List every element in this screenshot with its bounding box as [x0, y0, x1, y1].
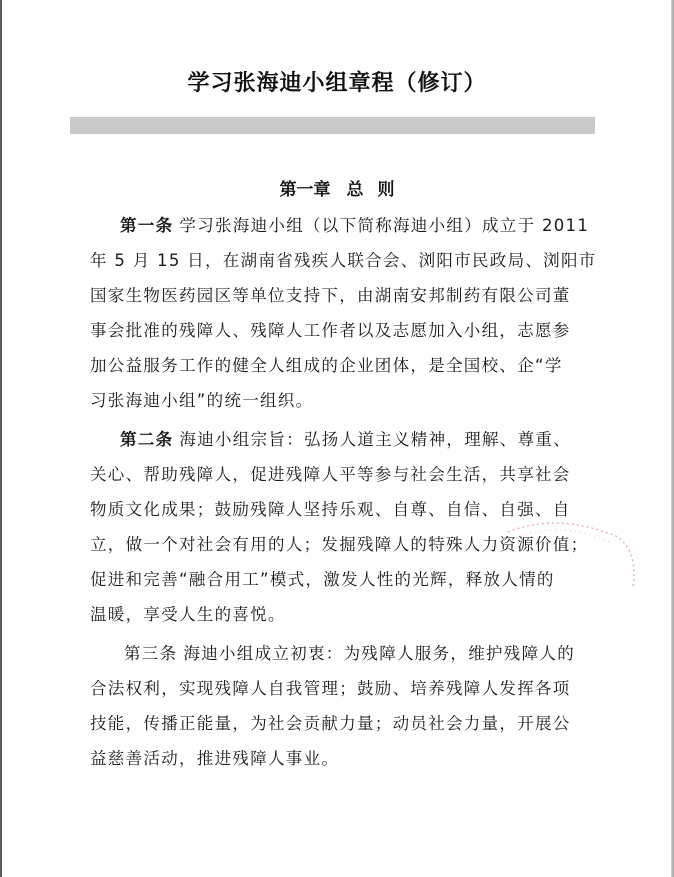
article-3-line-4: 益慈善活动，推进残障人事业。	[90, 749, 340, 768]
article-1-line-4: 事会批准的残障人、残障人工作者以及志愿加入小组，志愿参	[90, 321, 571, 340]
article-3-line-2: 合法权利，实现残障人自我管理；鼓励、培养残障人发挥各项	[90, 679, 571, 698]
article-3-line-3: 技能，传播正能量，为社会贡献力量；动员社会力量，开展公	[90, 714, 571, 733]
article-1-line-5: 加公益服务工作的健全人组成的企业团体，是全国校、企“学	[90, 356, 563, 375]
article-2-line-6: 温暖，享受人生的喜悦。	[90, 605, 286, 624]
article-2-line-5: 促进和完善“融合用工”模式，激发人性的光辉，释放人情的	[90, 570, 555, 589]
article-3-line-1: 第三条 海迪小组成立初衷：为残障人服务，维护残障人的	[124, 644, 576, 663]
article-3-label: 第三条	[124, 644, 178, 663]
article-1-line-2: 年 5 月 15 日，在湖南省残疾人联合会、浏阳市民政局、浏阳市	[90, 251, 597, 270]
chapter-heading	[0, 175, 674, 200]
article-1-label: 第一条	[120, 216, 174, 235]
chapter-label: 第一章	[279, 180, 331, 200]
article-1-line-3: 国家生物医药园区等单位支持下，由湖南安邦制药有限公司董	[90, 286, 571, 305]
article-2-line-1: 第二条 海迪小组宗旨：弘扬人道主义精神，理解、尊重、	[120, 430, 572, 449]
title-underline-bar	[70, 117, 595, 134]
article-1-line-1: 第一条 学习张海迪小组（以下简称海迪小组）成立于 2011	[120, 216, 590, 235]
article-2-line-2: 关心、帮助残障人，促进残障人平等参与社会生活，共享社会	[90, 465, 571, 484]
seal-stamp-icon	[498, 512, 638, 602]
chapter-name: 总 则	[346, 180, 395, 200]
article-2-line-3: 物质文化成果；鼓励残障人坚持乐观、自尊、自信、自强、自	[90, 500, 571, 519]
article-1-line-6: 习张海迪小组”的统一组织。	[90, 391, 314, 410]
article-2-line-4: 立，做一个对社会有用的人；发掘残障人的特殊人力资源价值；	[90, 535, 589, 554]
article-2-label: 第二条	[120, 430, 174, 449]
document-title: 学习张海迪小组章程（修订）	[187, 71, 487, 96]
page-left-edge	[0, 0, 2, 877]
